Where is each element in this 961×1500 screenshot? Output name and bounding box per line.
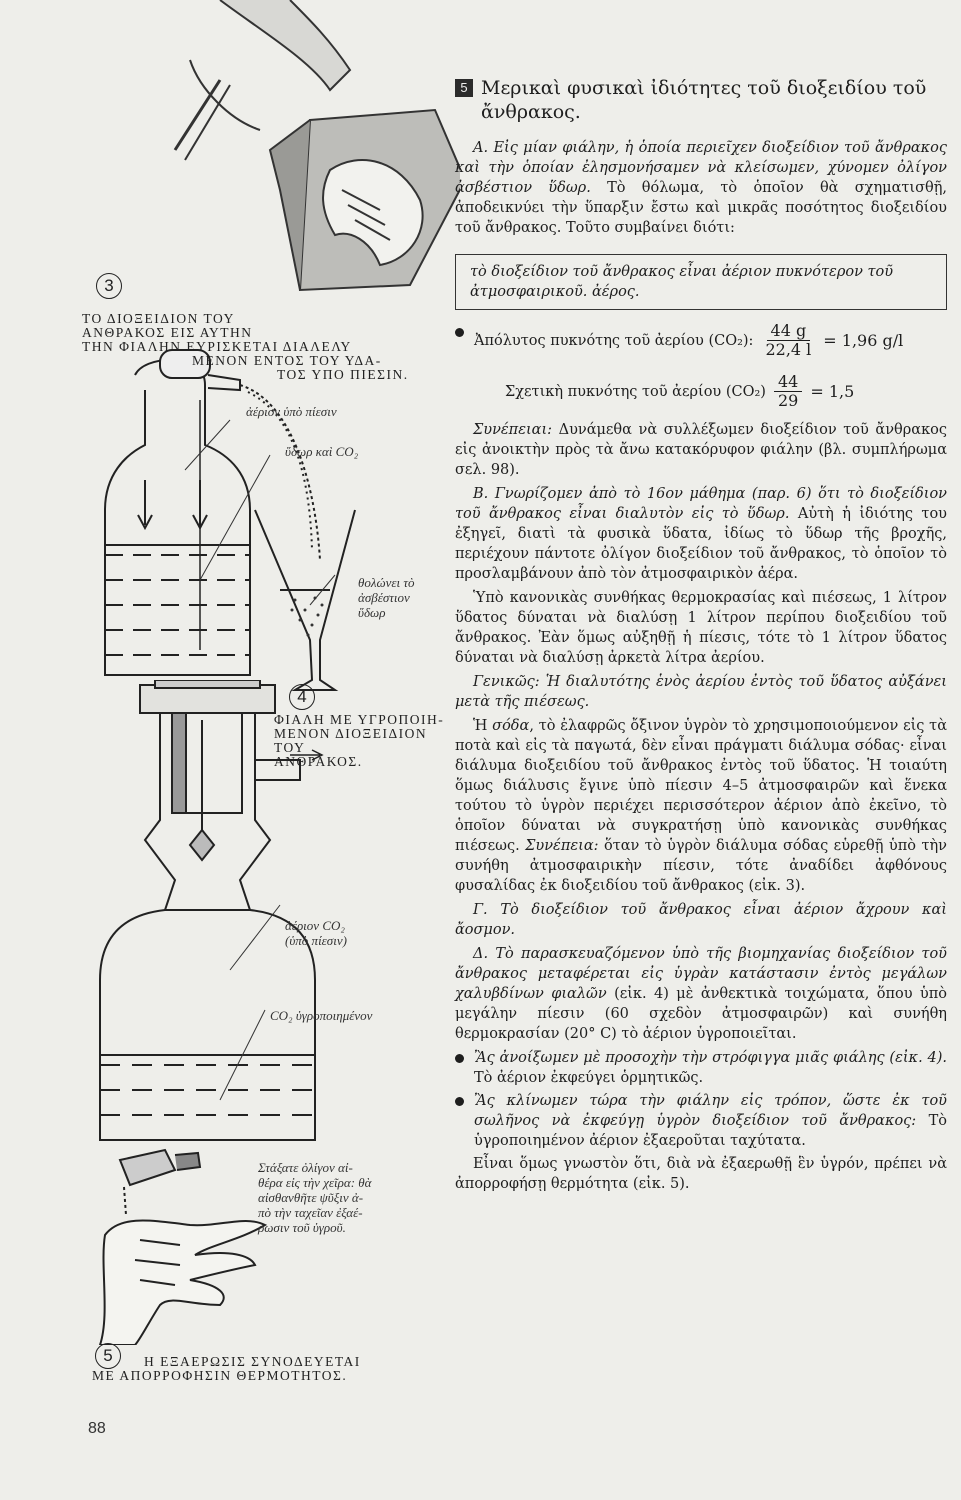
- paragraph-a: Α. Εἰς μίαν φιάλην, ἡ ὁποία περιεῖχεν διοξείδιον τοῦ ἄνθρακος καὶ τὴν ὁποίαν ἐλησμονήσαμεν νὰ κλείσωμεν, χύνομεν ὀλίγον ἀσβέστιον ὕδωρ. Τὸ θόλωμα, τὸ ὁποῖον θὰ σχηματισθῇ, ἀποδεικνύει τὴν ὕπαρξιν ἔστω καὶ μικρᾶς ποσότητος διοξειδίου τοῦ ἄνθρακος. Τοῦτο συμβαίνει διότι:: [455, 140, 947, 236]
- relative-density-formula: Σχετικὴ πυκνότης τοῦ ἀερίου (CO₂) $\frac{44}{29}$ = 1,5: [505, 372, 855, 410]
- experiment-bullet-1: Ἂς ἀνοίξωμεν μὲ προσοχὴν τὴν στρόφιγγα μιᾶς φιάλης (εἰκ. 4). Τὸ ἀέριον ἐκφεύγει ὁρμητικῶς.: [455, 1048, 947, 1088]
- absolute-density-formula: Ἀπόλυτος πυκνότης τοῦ ἀερίου (CO₂): $\frac{44 g}{22,4 l}$ = 1,96 g/l: [474, 321, 904, 359]
- figure-5-number: 5: [95, 1343, 121, 1369]
- text-column: [455, 76, 947, 1198]
- section-number-badge: 5: [455, 79, 473, 97]
- figure-5-caption: Η ΕΞΑΕΡΩΣΙΣ ΣΥΝΟΔΕΥΕΤΑΙ ΜΕ ΑΠΟΡΡΟΦΗΣΙΝ ΘΕΡΜΟΤΗΤΟΣ.: [92, 1354, 361, 1383]
- label-co2-liquefied: CO₂ ὑγροποιημένον: [270, 1008, 373, 1023]
- paragraph-final: Εἶναι ὅμως γνωστὸν ὅτι, διὰ νὰ ἐξαερωθῇ ἓν ὑγρόν, πρέπει νὰ ἀπορροφήσῃ θερμότητα (εἰκ. 5).: [455, 1156, 947, 1192]
- label-ether-evaporation: Στάξατε ὀλίγον αἰ- θέρα εἰς τὴν χεῖρα: θὰ αἰσθανθῆτε ψῦξιν ἀ- πὸ τὴν ταχεῖαν ἐξαέ- ρωσιν τοῦ ὑγροῦ.: [258, 1160, 372, 1235]
- experiment-bullet-2: Ἂς κλίνωμεν τώρα τὴν φιάλην εἰς τρόπον, ὥστε ἐκ τοῦ σωλῆνος νὰ ἐκφεύγῃ ὑγρὸν διοξείδιον τοῦ ἄνθρακος: Τὸ ὑγροποιημένον ἀέριον ἐξαεροῦται ταχύτατα.: [455, 1091, 947, 1151]
- fraction: $\frac{44 g}{22,4 l}$: [765, 321, 812, 359]
- paragraph-consequences: Συνέπειαι: Δυνάμεθα νὰ συλλέξωμεν διοξείδιον τοῦ ἄνθρακος εἰς ἀνοικτὴν πρὸς τὰ ἄνω κατακόρυφον φιάλην (βλ. συμπλήρωμα σελ. 98).: [455, 422, 947, 478]
- fraction: $\frac{44}{29}$: [774, 373, 802, 410]
- label-gas-under-pressure: ἀέριον ὑπὸ πίεσιν: [246, 404, 337, 419]
- paragraph-soda: Ἡ σόδα, τὸ ἐλαφρῶς ὄξινον ὑγρὸν τὸ χρησιμοποιούμενον εἰς τὰ ποτὰ καὶ εἰς τὰ παγωτά, δὲν εἶναι πράγματι διάλυμα σόδας· εἶναι διάλυμα διοξειδίου τοῦ ἄνθρακος ἐντὸς τοῦ ὕδατος. Ἡ τοιαύτη ὅμως διάλυσις ἔγινε ὑπὸ πίεσιν 4–5 ἀτμοσφαιρῶν καὶ ἕνεκα τούτου τὸ ὑγρὸν περιέχει περισσότερον ἀέριον ἀπὸ ἐκεῖνο, τὸ ὁποῖον δύναται νὰ συγκρατήσῃ ὑπὸ κανονικὰς συνθήκας πιέσεως. Συνέπεια: ὅταν τὸ ὑγρὸν διάλυμα σόδας εὑρεθῇ ὑπὸ τὴν συνήθη ἀτμοσφαιρικὴν πίεσιν, τότε ἀναδίδει ἀφθόνους φυσαλίδας ἐκ διοξειδίου τοῦ ἄνθρακος (εἰκ. 3).: [455, 718, 947, 894]
- section-heading: [455, 76, 947, 124]
- paragraph-pressure: Ὑπὸ κανονικὰς συνθήκας θερμοκρασίας καὶ πιέσεως, 1 λίτρον ὕδατος δύναται νὰ διαλύσῃ 1 λίτρον περίπου διοξειδίου τοῦ ἄνθρακος. Ἐὰν ὅμως αὐξηθῇ ἡ πίεσις, τότε τὸ 1 λίτρον ὕδατος δύναται νὰ διαλύσῃ ἀρκετὰ λίτρα ἀερίου.: [455, 590, 947, 666]
- paragraph-b: Β. Γνωρίζομεν ἀπὸ τὸ 16ον μάθημα (παρ. 6) ὅτι τὸ διοξείδιον τοῦ ἄνθρακος εἶναι διαλυτὸν εἰς τὸ ὕδωρ. Αὐτὴ ἡ ἰδιότης του ἐξηγεῖ, διατὶ τὰ φυσικὰ ὕδατα, ἰδίως τὸ ὕδωρ τῆς βροχῆς, περιέχουν πάντοτε ὀλίγον διοξείδιον τοῦ ἄνθρακος, τὸ ὁποῖον τὸ προσλαμβάνουν ἀπὸ τὸν ἀτμοσφαιρικὸν ἀέρα.: [455, 486, 947, 582]
- caption-line: ΤΟ ΔΙΟΞΕΙΔΙΟΝ ΤΟΥ: [82, 311, 235, 326]
- figure-5-illustration: [80, 1145, 280, 1345]
- label-gas-co2-pressure: ἀέριον CO₂ (ὑπὸ πίεσιν): [285, 918, 347, 948]
- page-number: 88: [88, 1420, 106, 1437]
- absolute-density-bullet: [455, 322, 947, 359]
- figure-3-number: 3: [96, 273, 122, 299]
- caption-line: ΑΝΘΡΑΚΟΣ ΕΙΣ ΑΥΤΗΝ: [82, 325, 253, 340]
- figure-4-number: 4: [289, 684, 315, 710]
- paragraph-general: Γενικῶς: Ἡ διαλυτότης ἑνὸς ἀερίου ἐντὸς τοῦ ὕδατος αὐξάνει μετὰ τῆς πιέσεως.: [455, 674, 947, 710]
- section-title: Μερικαὶ φυσικαὶ ἰδιότητες τοῦ διοξειδίου τοῦ ἄνθρακος.: [481, 77, 927, 123]
- paragraph-d: Δ. Τὸ παρασκευαζόμενον ὑπὸ τῆς βιομηχανίας διοξείδιον τοῦ ἄνθρακος μεταφέρεται εἰς ὑγρὰν κατάστασιν ἐντὸς μεγάλων χαλυβδίνων φιαλῶν (εἰκ. 4) μὲ ἀνθεκτικὰ τοιχώματα, ὅπου ὑπὸ μεγάλην πίεσιν (60 σχεδὸν ἀτμοσφαιρῶν) καὶ συνήθη θερμοκρασίαν (20° C) τὸ ἀέριον ὑγροποιεῖται.: [455, 946, 947, 1042]
- bullet-icon: [455, 328, 464, 337]
- caption-line: ΜΕΝΟΝ ΕΝΤΟΣ ΤΟΥ ΥΔΑ-: [192, 353, 382, 368]
- figure-3-caption: [82, 312, 462, 382]
- bullet-icon: [455, 1054, 464, 1063]
- label-lime-water: θολώνει τὸ ἀσβέστιον ὕδωρ: [358, 575, 415, 620]
- caption-line: ΤΗΝ ΦΙΑΛΗΝ ΕΥΡΙΣΚΕΤΑΙ ΔΙΑΛΕΛΥ: [82, 339, 352, 354]
- bullet-icon: [455, 1097, 464, 1106]
- boxed-statement: τὸ διοξείδιον τοῦ ἄνθρακος εἶναι ἀέριον πυκνότερον τοῦ ἀτμοσφαιρικοῦ. ἀέρος.: [455, 254, 947, 310]
- label-water-and-co2: ὕδωρ καὶ CO₂: [285, 444, 359, 459]
- caption-line: ΤΟΣ ΥΠΟ ΠΙΕΣΙΝ.: [277, 367, 409, 382]
- figure-4-caption: ΦΙΑΛΗ ΜΕ ΥΓΡΟΠΟΙΗ- ΜΕΝΟΝ ΔΙΟΞΕΙΔΙΟΝ ΤΟΥ ΑΝΘΡΑΚΟΣ.: [274, 712, 445, 769]
- paragraph-c: Γ. Τὸ διοξείδιον τοῦ ἄνθρακος εἶναι ἀέριον ἄχρουν καὶ ἄοσμον.: [455, 902, 947, 938]
